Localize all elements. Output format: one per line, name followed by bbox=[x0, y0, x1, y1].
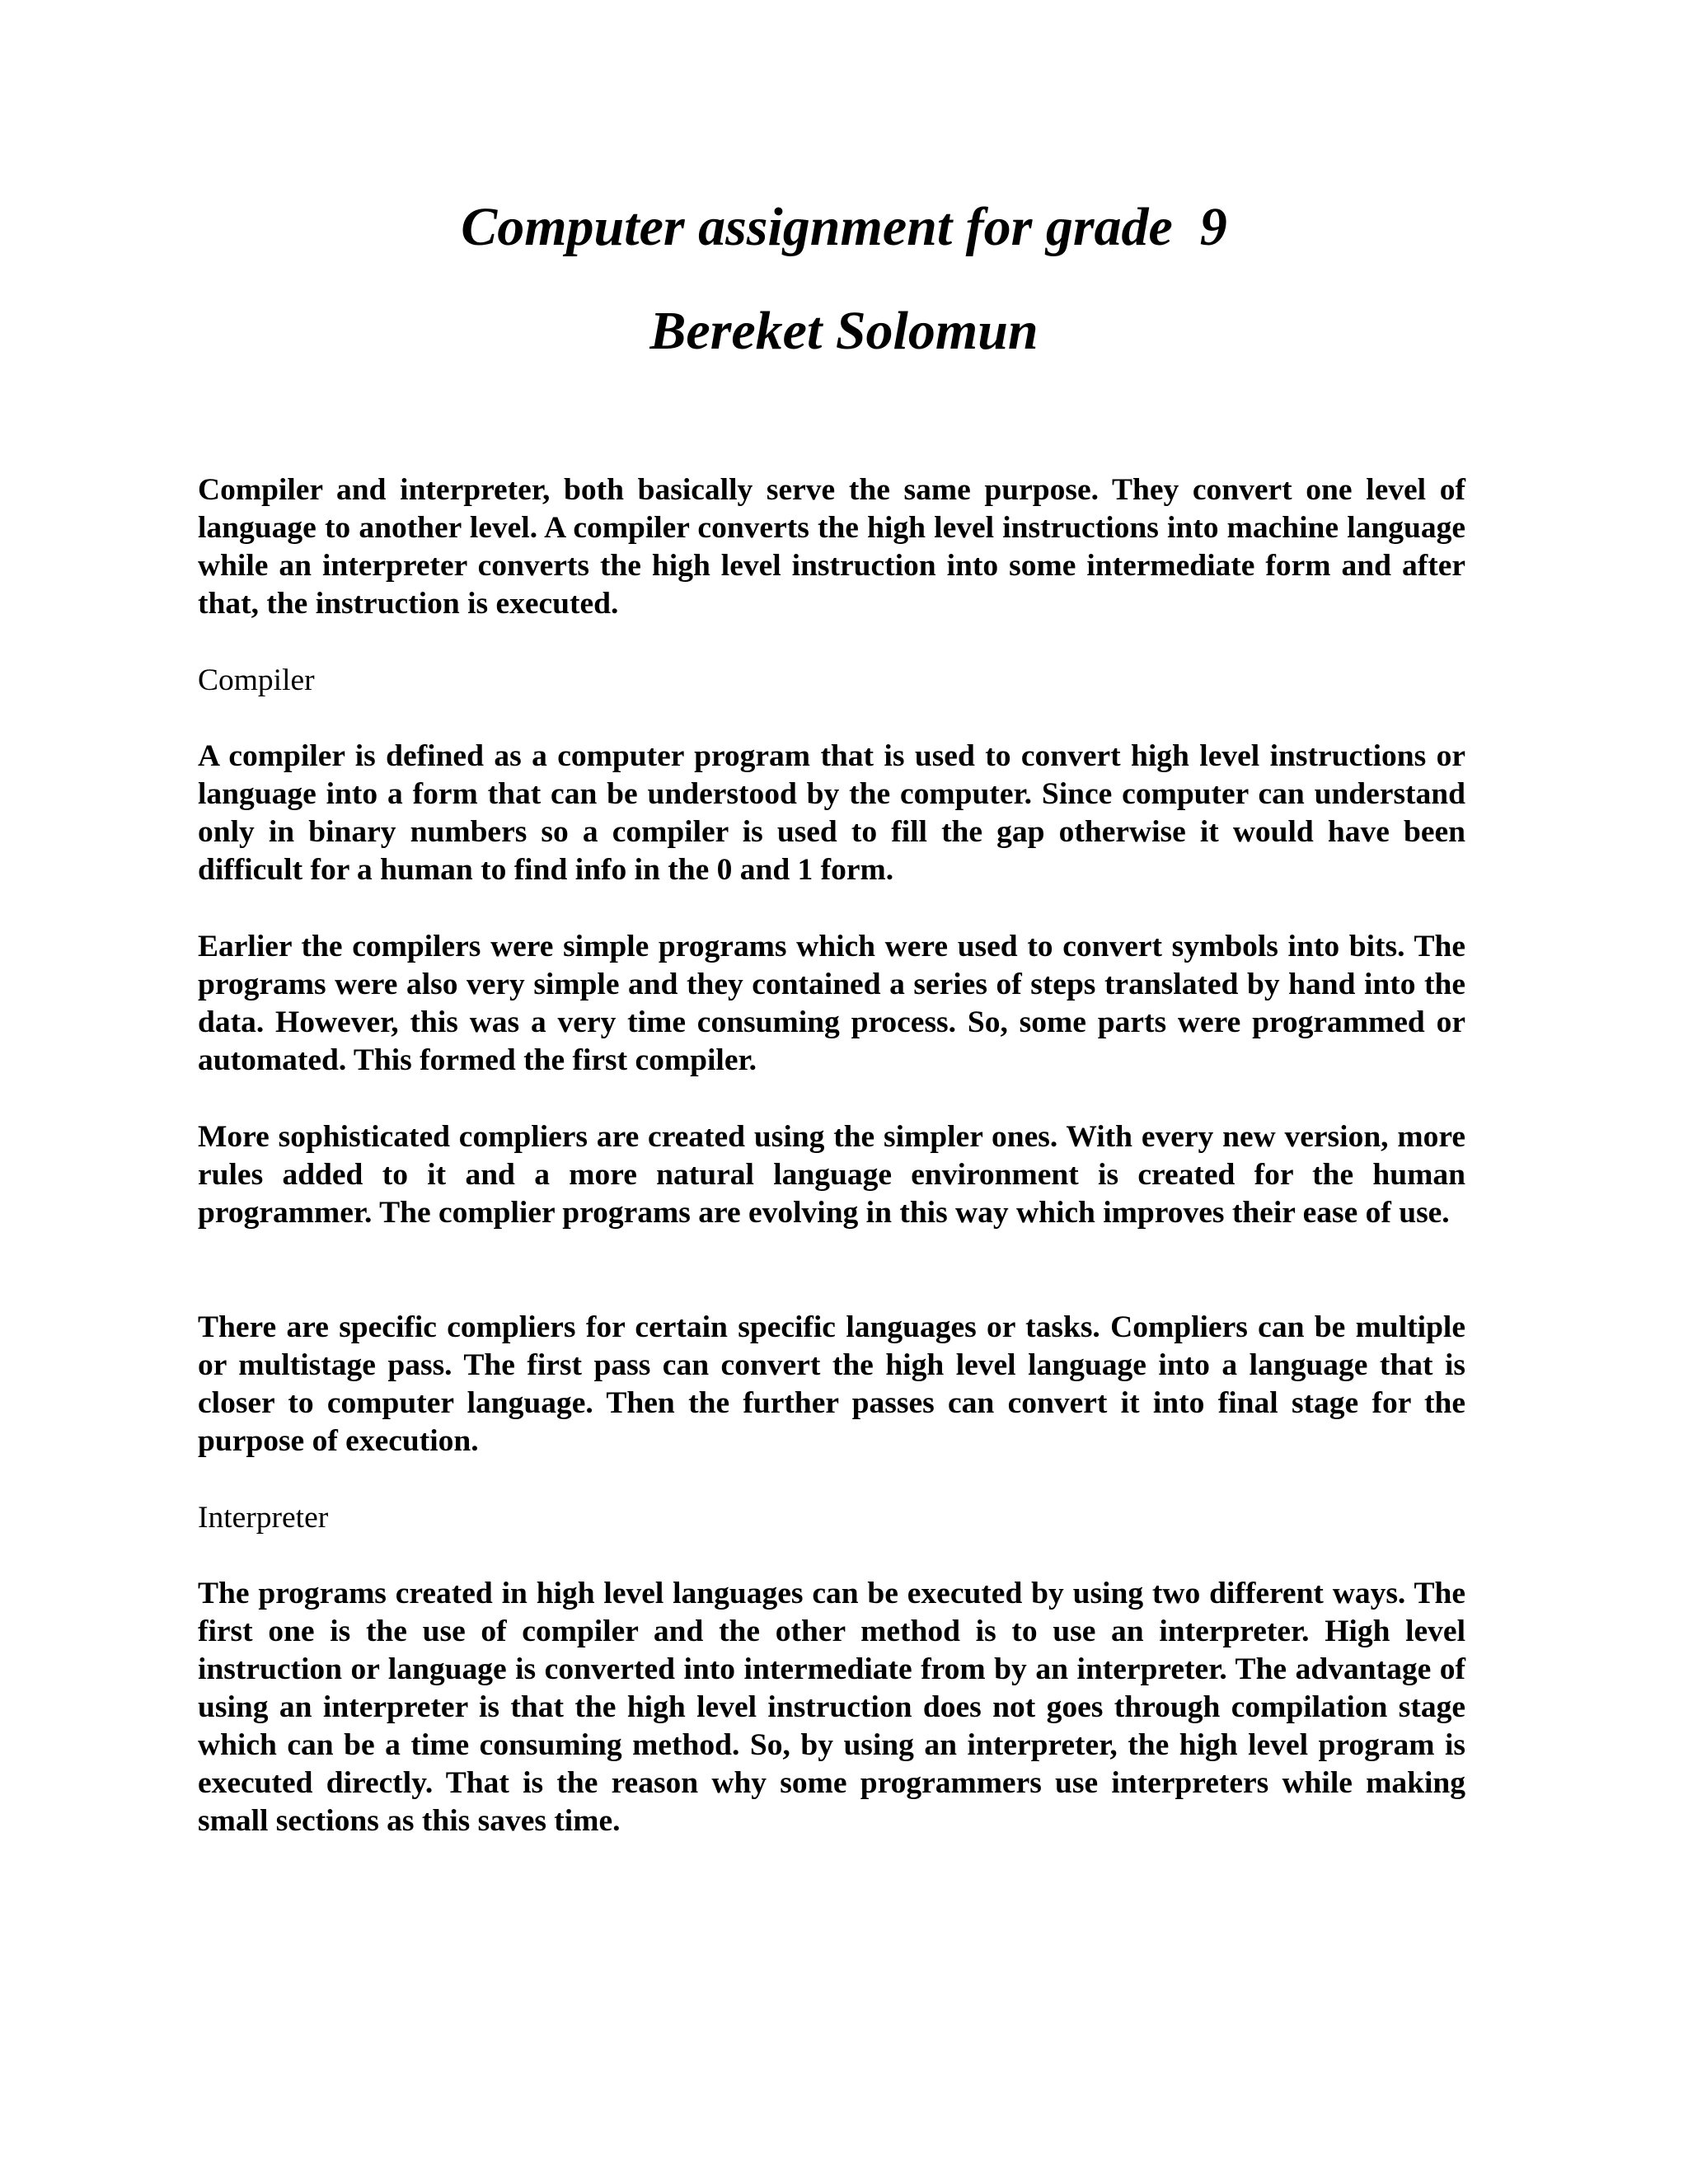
document-title: Computer assignment for grade 9 bbox=[461, 197, 1227, 257]
intro-paragraph: Compiler and interpreter, both basically serve the same purpose. They convert one level of language to another level. A compiler converts the high level instructions into machine language while an interpreter converts the high level instruction into some intermediate form and after that, the instruction is executed. bbox=[198, 473, 1465, 621]
compiler-paragraph-3: More sophisticated compliers are created using the simpler ones. With every new version, more rules added to it and a more natural language environment is created for the human programmer. The complier programs are evolving in this way which improves their ease of use. bbox=[198, 1120, 1465, 1230]
compiler-paragraph-1: A compiler is defined as a computer program that is used to convert high level instructions or language into a form that can be understood by the computer. Since computer can understand only in binary numbers so a compiler is used to fill the gap otherwise it would have been difficult for a human to find info in the 0 and 1 form. bbox=[198, 739, 1465, 887]
compiler-paragraph-4: There are specific compliers for certain specific languages or tasks. Compliers can be multiple or multistage pass. The first pass can convert the high level language into a language that is closer to computer language. Then the further passes can convert it into final stage for the purpose of execution. bbox=[198, 1310, 1465, 1458]
author-name: Bereket Solomun bbox=[649, 301, 1039, 361]
compiler-paragraph-2: Earlier the compilers were simple programs which were used to convert symbols into bits. The programs were also very simple and they contained a series of steps translated by hand into the data. However, this was a very time consuming process. So, some parts were programmed or automated. This formed the first compiler. bbox=[198, 930, 1465, 1077]
section-heading-interpreter: Interpreter bbox=[198, 1501, 329, 1535]
interpreter-paragraph-1: The programs created in high level languages can be executed by using two different ways. The first one is the use of compiler and the other method is to use an interpreter. High level instruction or language is converted into intermediate from by an interpreter. The advantage of using an interpreter is that the high level instruction does not goes through compilation stage which can be a time consuming method. So, by using an interpreter, the high level program is executed directly. That is the reason why some programmers use interpreters while making small sections as this saves time. bbox=[198, 1577, 1465, 1838]
section-heading-compiler: Compiler bbox=[198, 663, 315, 697]
